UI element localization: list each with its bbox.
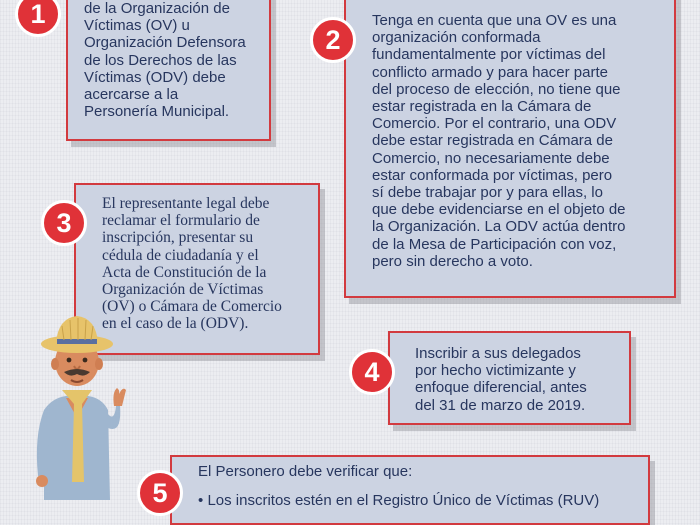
step-5-badge: 5 xyxy=(137,470,183,516)
step-4-badge: 4 xyxy=(349,349,395,395)
step-3-badge: 3 xyxy=(41,200,87,246)
step-1-badge: 1 xyxy=(15,0,61,37)
step-5-card xyxy=(170,455,650,525)
farmer-character-icon xyxy=(22,306,132,500)
step-1-text: de la Organización de Víctimas (OV) u Organización Defensora de los Derechos de las Víctimas (ODV) debe acercarse a la Personería Municipal. xyxy=(84,0,246,121)
step-5-bullet-text: Los inscritos estén en el Registro Único de Víctimas (RUV) xyxy=(207,492,600,509)
step-5-bullet: • xyxy=(198,492,204,509)
step-2-card xyxy=(344,0,676,298)
step-4-card xyxy=(388,331,631,425)
step-5-list-item xyxy=(198,492,658,509)
step-2-badge: 2 xyxy=(310,17,356,63)
step-1-card xyxy=(66,0,271,141)
step-4-text: Inscribir a sus delegados por hecho victimizante y enfoque diferencial, antes del 31 de marzo de 2019. xyxy=(415,345,587,414)
step-3-text: El representante legal debe reclamar el formulario de inscripción, presentar su cédula de ciudadanía y el Acta de Constitución de la Organización de Víctimas (OV) o Cámara de Comercio en el caso de la (ODV). xyxy=(102,195,282,333)
step-2-text: Tenga en cuenta que una OV es una organización conformada fundamentalmente por víctimas del conflicto armado y para hacer parte del proceso de elección, no tiene que estar registrada en la Cámara de Comercio. Por el contrario, una ODV debe estar registrada en Cámara de Comercio, no necesariamente debe estar conformada por víctimas, pero sí debe trabajar por y para ellas, lo que debe evidenciarse en el objeto de la Organización. La ODV actúa dentro de la Mesa de Participación con voz, pero sin derecho a voto. xyxy=(372,12,626,270)
step-5-title: El Personero debe verificar que: xyxy=(198,463,413,480)
